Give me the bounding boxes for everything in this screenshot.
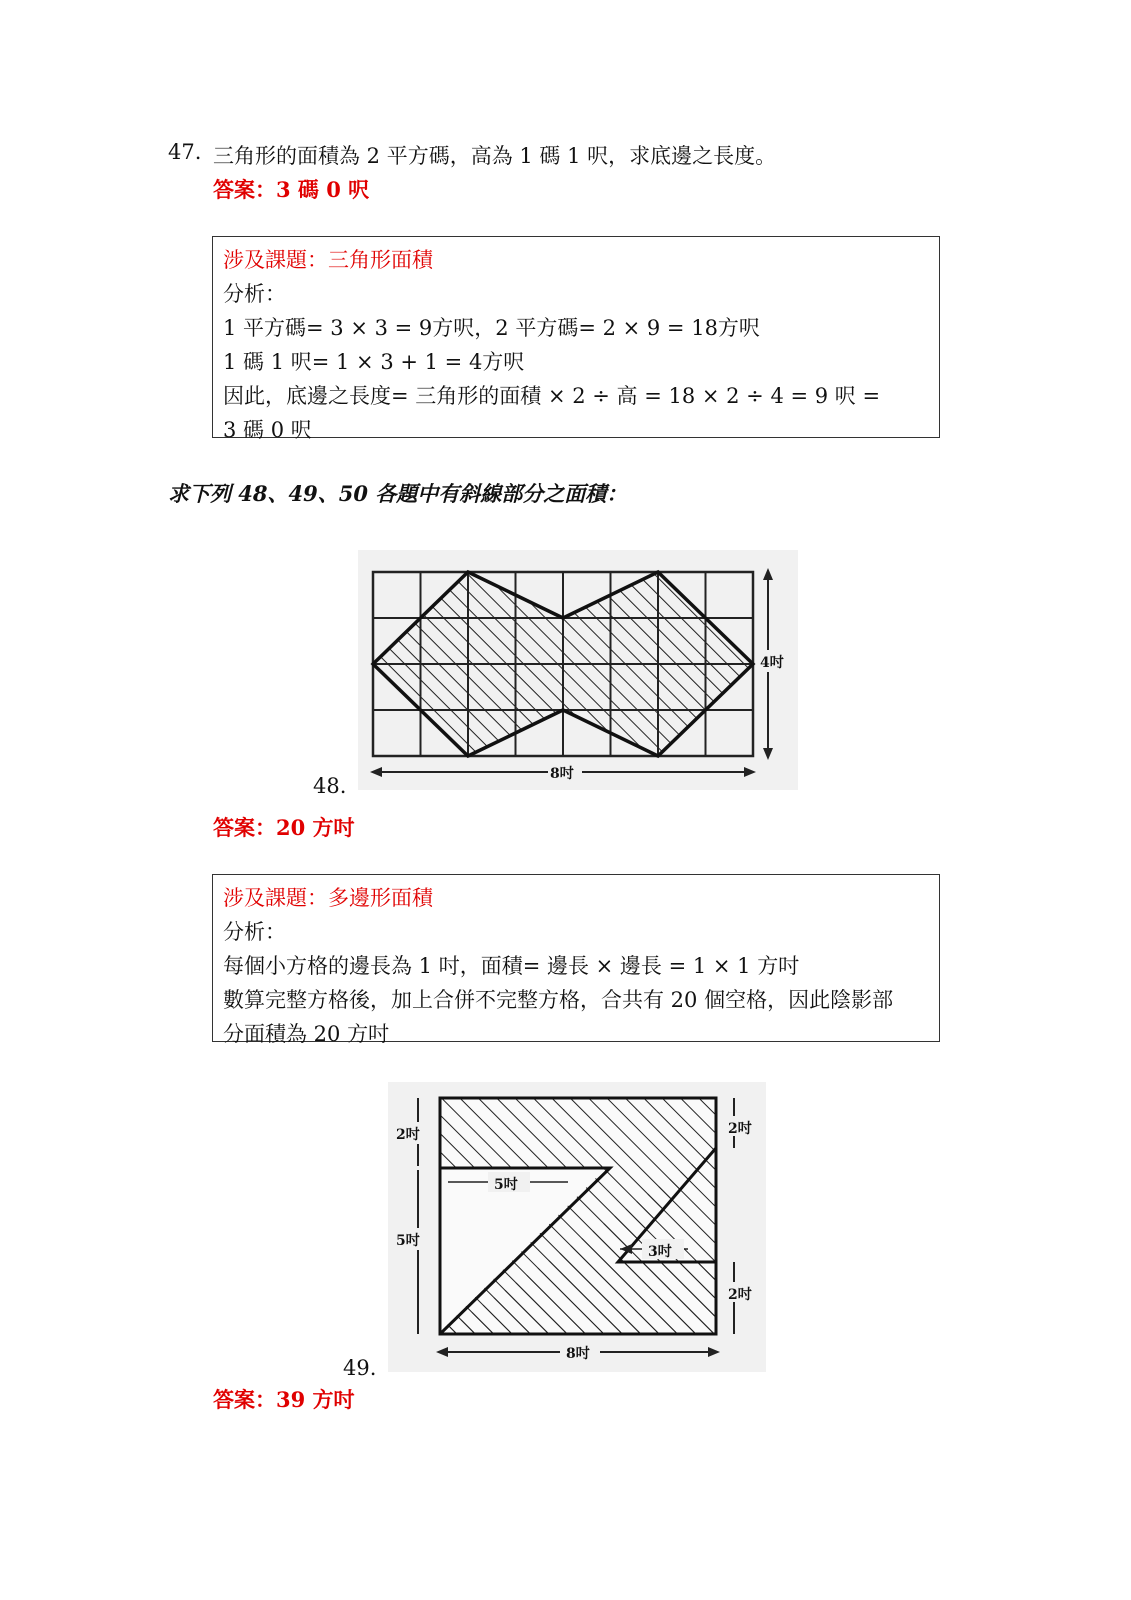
analysis-line: 因此，底邊之長度= 三角形的面積 × 2 ÷ 高 = 18 × 2 ÷ 4 = 9 呎 = bbox=[223, 384, 881, 408]
dimension-label: 2吋 bbox=[396, 1127, 420, 1143]
topic-heading: 涉及課題：三角形面積 bbox=[223, 248, 433, 272]
width-label: 8吋 bbox=[550, 766, 574, 782]
question-number: 47. bbox=[168, 140, 202, 164]
question-number: 48. bbox=[313, 774, 347, 798]
dimension-label: 8吋 bbox=[566, 1346, 590, 1362]
section-instruction: 求下列 48、49、50 各題中有斜線部分之面積： bbox=[168, 481, 628, 506]
question-text: 三角形的面積為 2 平方碼，高為 1 碼 1 呎，求底邊之長度。 bbox=[213, 144, 777, 168]
answer-text: 答案：20 方吋 bbox=[213, 815, 355, 840]
figure-48 bbox=[358, 550, 798, 790]
topic-heading: 涉及課題：多邊形面積 bbox=[223, 886, 433, 910]
dimension-label: 5吋 bbox=[494, 1177, 518, 1193]
answer-text: 答案：39 方吋 bbox=[213, 1387, 355, 1412]
analysis-line: 分面積為 20 方吋 bbox=[223, 1022, 390, 1046]
analysis-line: 1 平方碼= 3 × 3 = 9方呎，2 平方碼= 2 × 9 = 18方呎 bbox=[223, 316, 760, 340]
analysis-label: 分析： bbox=[223, 920, 286, 944]
analysis-line: 1 碼 1 呎= 1 × 3 + 1 = 4方呎 bbox=[223, 350, 525, 374]
answer-text: 答案：3 碼 0 呎 bbox=[213, 177, 370, 202]
dimension-label: 2吋 bbox=[728, 1287, 752, 1303]
analysis-label: 分析： bbox=[223, 282, 286, 306]
dimension-label: 5吋 bbox=[396, 1233, 420, 1249]
analysis-box bbox=[212, 874, 940, 1046]
figure-49 bbox=[388, 1082, 766, 1372]
analysis-line: 3 碼 0 呎 bbox=[223, 418, 312, 442]
analysis-line: 每個小方格的邊長為 1 吋，面積= 邊長 × 邊長 = 1 × 1 方吋 bbox=[223, 954, 800, 978]
dimension-label: 3吋 bbox=[648, 1244, 672, 1260]
dimension-label: 2吋 bbox=[728, 1121, 752, 1137]
height-label: 4吋 bbox=[760, 655, 784, 671]
analysis-box bbox=[212, 236, 940, 442]
question-number: 49. bbox=[343, 1356, 377, 1380]
analysis-line: 數算完整方格後，加上合併不完整方格，合共有 20 個空格，因此陰影部 bbox=[223, 988, 894, 1012]
